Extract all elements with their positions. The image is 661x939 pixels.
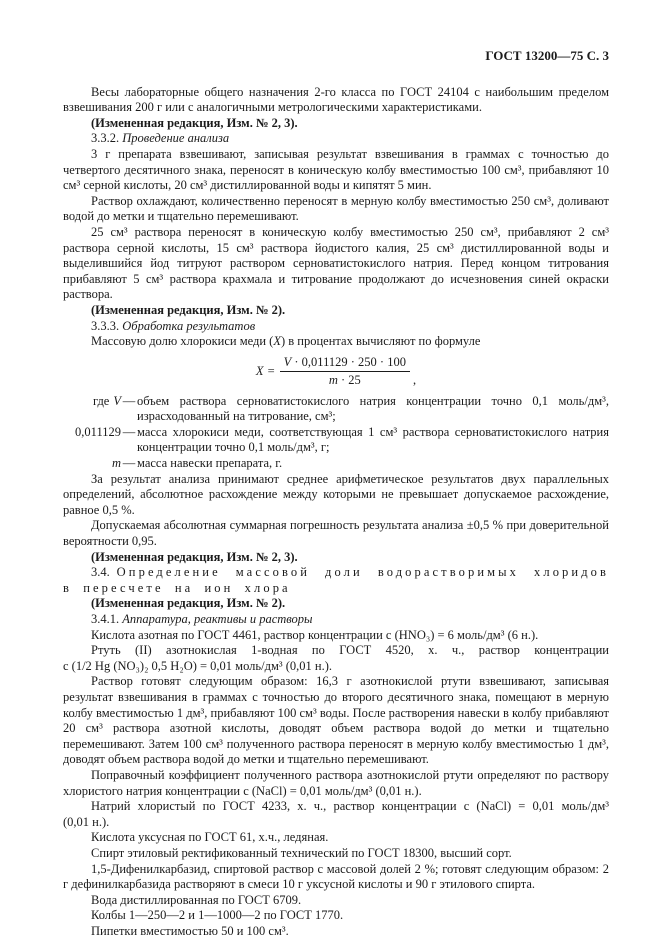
paragraph-cool: Раствор охлаждают, количественно переносят в мерную колбу вместимостью 250 см³, доливают водой до метки и тщательно перемешивают. xyxy=(63,193,609,224)
section-heading-3-4 xyxy=(63,565,609,596)
text-run: · 0,011129 · 250 · 100 xyxy=(291,354,406,369)
where-description: масса навески препарата, г. xyxy=(137,456,283,471)
where-prefix: где xyxy=(92,393,110,408)
paragraph-line: Натрий хлористый по ГОСТ 4233, х. ч., раствор концентрации с (NaCl) = 0,01 моль/дм³ xyxy=(91,799,609,814)
paragraph-water: Вода дистиллированная по ГОСТ 6709. xyxy=(91,892,302,907)
paragraph-mass-fraction-intro xyxy=(63,334,609,350)
variable-m: m xyxy=(328,372,338,387)
where-term xyxy=(63,456,121,472)
amended-note: (Измененная редакция, Изм. № 2). xyxy=(91,596,286,611)
paragraph-result: За результат анализа принимают среднее арифметическое результатов двух параллельных определений, абсолютное расхождение между которыми не превышает допускаемое расхождение, равное 0,5 %. xyxy=(63,471,609,517)
paragraph-flasks: Колбы 1—250—2 и 1—1000—2 по ГОСТ 1770. xyxy=(91,908,344,923)
fraction-numerator xyxy=(280,355,410,372)
section-heading-3-3-3 xyxy=(63,319,609,335)
paragraph-solution-prep: Раствор готовят следующим образом: 16,3 г азотнокислой ртути взвешивают, записывая результат взвешивания в граммах с точностью до второго десятичного знака, помещают в мерную колбу вместимостью 1 дм³, прибавляют 100 см³ воды. После растворения навески в колбу прибавляют 20 см³ раствора азотной кислоты, доводят объем раствора водой до метки и тщательно перемешивают. Затем 100 см³ полученного раствора переносят в мерную колбу вместимостью 1 дм³, доводят объем раствора водой до метки и тщательно перемешивают. xyxy=(63,674,609,767)
formula-comma: , xyxy=(412,372,417,387)
paragraph-line: Ртуть (II) азотнокислая 1-водная по ГОСТ 4520, х. ч., раствор концентрации xyxy=(91,643,609,658)
section-number: 3.3.2. xyxy=(91,131,120,146)
section-title: Проведение анализа xyxy=(122,131,230,146)
fraction-denominator xyxy=(280,372,410,388)
section-title: Обработка результатов xyxy=(122,318,256,333)
paragraph-line: (0,01 н.). xyxy=(63,814,110,829)
section-heading-3-3-2 xyxy=(63,131,609,147)
doc-header: ГОСТ 13200—75 С. 3 xyxy=(485,48,609,63)
section-number: 3.4.1. xyxy=(91,612,120,626)
paragraph-sodium-chloride xyxy=(63,799,609,830)
dash: — xyxy=(122,424,136,439)
formula-lhs: X xyxy=(255,363,264,378)
paragraph-correction: Поправочный коэффициент полученного раствора азотнокислой ртути определяют по раствору хлористого натрия концентрации с (NaCl) = 0,01 моль/дм³ (0,01 н.). xyxy=(63,767,609,798)
section-number: 3.4. xyxy=(91,565,110,580)
section-title: Аппаратура, реактивы и растворы xyxy=(122,612,313,626)
heading-text: Определение массовой доли водорастворимых хлоридов xyxy=(116,565,610,580)
paragraph-titrate: 25 см³ раствора переносят в коническую колбу вместимостью 250 см³, прибавляют 2 см³ раствора серной кислоты, 15 см³ раствора йодистого калия, 25 см³ дистиллированной воды и выделившийся йод титруют раствором серноватистокислого натрия. Перед концом титрования прибавляют 5 см³ раствора крахмала и титрование продолжают до исчезновения синей окраски раствора. xyxy=(63,224,609,302)
equals-sign: = xyxy=(267,363,275,378)
paragraph-pipettes: Пипетки вместимостью 50 и 100 см³. xyxy=(91,923,289,938)
text-run: Массовую долю хлорокиси меди ( xyxy=(91,334,274,349)
text-run: · 25 xyxy=(337,372,361,387)
amended-note: (Измененная редакция, Изм. № 2). xyxy=(91,302,286,317)
variable-v: V xyxy=(283,354,292,369)
heading-line: в пересчете на ион хлора xyxy=(63,580,291,595)
paragraph-mercury xyxy=(63,643,609,674)
heading-line xyxy=(63,565,609,581)
section-number: 3.3.3. xyxy=(91,318,120,333)
paragraph-nitric-acid: Кислота азотная по ГОСТ 4461, раствор концентрации с (HNO₃) = 6 моль/дм³ (6 н.). xyxy=(91,627,539,642)
where-definition-row xyxy=(63,394,609,425)
dash: — xyxy=(122,456,136,471)
where-definition-row xyxy=(63,425,609,456)
constant-value: 0,011129 xyxy=(75,424,121,439)
paragraph-error: Допускаемая абсолютная суммарная погрешность результата анализа ±0,5 % при доверительной вероятности 0,95. xyxy=(63,518,609,549)
paragraph-diphenylcarbazide: 1,5-Дифенилкарбазид, спиртовой раствор с массовой долей 2 %; готовят следующим образом: 2 г дефинилкарбазида растворяют в смеси 10 г уксусной кислоты и 90 г этилового спирта. xyxy=(63,861,609,892)
section-heading-3-4-1 xyxy=(63,612,609,628)
variable-v: V xyxy=(113,393,121,408)
where-term xyxy=(63,394,121,425)
formula xyxy=(63,355,609,388)
variable-x: X xyxy=(273,334,281,349)
amended-note: (Измененная редакция, Изм. № 2, 3). xyxy=(91,549,298,564)
variable-m: m xyxy=(111,456,121,471)
where-description: масса хлорокиси меди, соответствующая 1 см³ раствора серноватистокислого натрия концентрации точно 0,1 моль/дм³, г; xyxy=(137,424,609,455)
text-run: ) в процентах вычисляют по формуле xyxy=(280,334,481,349)
where-description: объем раствора серноватистокислого натрия концентрации точно 0,1 моль/дм³, израсходованный на титрование, см³; xyxy=(137,393,609,424)
where-term xyxy=(63,425,121,456)
paragraph-scales: Весы лабораторные общего назначения 2-го класса по ГОСТ 24104 с наибольшим пределом взвешивания 200 г или с аналогичными метрологическими характеристиками. xyxy=(63,84,609,115)
dash: — xyxy=(122,393,136,408)
paragraph-line: с (1/2 Hg (NO₃)₂ 0,5 H₂O) = 0,01 моль/дм³ (0,01 н.). xyxy=(63,658,332,673)
paragraph-alcohol: Спирт этиловый ректификованный технический по ГОСТ 18300, высший сорт. xyxy=(91,845,512,860)
amended-note: (Измененная редакция, Изм. № 2, 3). xyxy=(91,115,298,130)
paragraph-acetic-acid: Кислота уксусная по ГОСТ 61, х.ч., ледяная. xyxy=(91,830,329,845)
fraction xyxy=(280,355,410,388)
paragraph-weigh: 3 г препарата взвешивают, записывая результат взвешивания в граммах с точностью до четвертого десятичного знака, переносят в коническую колбу вместимостью 100 см³, прибавляют 10 см³ серной кислоты, 20 см³ дистиллированной воды и кипятят 5 мин. xyxy=(63,146,609,193)
where-definition-row xyxy=(63,456,609,472)
